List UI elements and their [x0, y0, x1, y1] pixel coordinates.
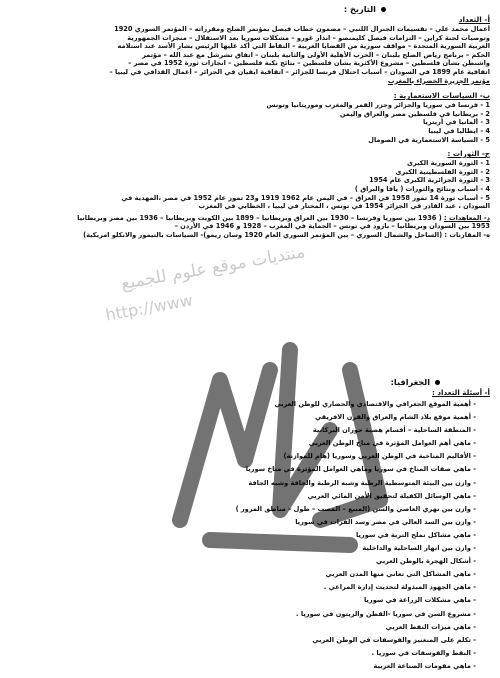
enum-line: الحكم – برنامج رياض الصلح بلبنان – الحرب الأهلية الأولى والثانية بلبنان – اتفاق تشرشل مع عبد الله – مؤتمر [142, 50, 490, 59]
dash-icon: - [470, 400, 476, 408]
comparisons-line: ه- المقارنات : (الساحل والشمال السوري – بين المؤتمر السوري العام 1920 وسان ريمو)- السياسات بالتيمور والانكلو امريكية) [83, 230, 490, 239]
section-d-label: د- المعاهدات : [444, 213, 490, 222]
geography-question-text: وازن بين السد العالي في مصر وسد الفرات في سوريا [295, 517, 471, 526]
geography-question-text: أهمية موقع بلاد الشام والعراق والقرن الافريقي [314, 413, 471, 422]
bullet-icon [381, 7, 386, 12]
enum-line: العربية السورية المتحدة – مواقف سورية من القضايا العربية – النقاط التي أكد عليها الرئيس بشار الأسد عند استلامه [117, 42, 490, 51]
geography-question-text: أهمية الموقع الجغرافي والاقتصادي والحضاري للوطن العربي [274, 400, 471, 408]
enum-line: مؤتمر الجزيرة الخضراء بالمغرب [387, 76, 490, 85]
history-section-a: أ- التعداد [458, 15, 490, 24]
enum-line: واشنطن بشأن فلسطين – مشروع الأكثرية بشأن فلسطين – نتائج نكبة فلسطين – انجازات ثورة 1952 في مصر – [128, 59, 490, 68]
geography-question [20, 411, 490, 424]
history-section [20, 4, 490, 239]
dash-icon: - [470, 504, 476, 513]
geography-question [20, 555, 490, 568]
colonial-item: 4 - ايطاليا في ليبيا [428, 126, 490, 135]
geography-question-text: وازن بين البيئة المتوسطية الرطبة وشبه الرطبة والجافة وشبه الجافة [248, 478, 471, 487]
dash-icon: - [470, 596, 476, 605]
dash-icon: - [470, 491, 476, 500]
geography-question-text: ماهي مشاكل تملح التربة في سوريا [355, 530, 471, 539]
geography-question-text: ماهي الوسائل الكفيلة لتحقيق الأمن المائي العربي [307, 491, 471, 500]
dash-icon: - [470, 622, 476, 631]
dash-icon: - [470, 570, 476, 579]
geography-question [20, 490, 490, 503]
geography-question-text: مشروع السن في سوريا -القطن والزيتون في سوريا . [296, 609, 471, 618]
geography-question [20, 621, 490, 634]
geography-question-text: ماهي مشكلات الزراعة في سوريا [363, 596, 471, 605]
geography-section [20, 377, 490, 673]
bullet-icon [435, 380, 440, 385]
geography-question [20, 608, 490, 621]
geography-question [20, 568, 490, 581]
watermark-site: منتديات موقع علوم للجميع [119, 241, 307, 295]
dash-icon: - [470, 426, 476, 435]
enum-line: اتفاقية عام 1899 في السودان – أسباب احتلال فرنسا للجزائر – اتفاقية ايفيان في الجزائر – أعمال القذافي في ليبيا – [109, 67, 490, 76]
enum-line: أعمال محمد علي – تقسيمات الجنرال اللنبي – مضمون خطاب فيصل بمؤتمر الصلح ومقرراته – المؤتمر السوري 1920 [114, 25, 490, 33]
geography-title: الجغرافيا: [20, 377, 490, 388]
colonial-item: 3 - ألمانيا في أريتريا [422, 118, 490, 127]
geography-question [20, 463, 490, 476]
dash-icon: - [470, 557, 476, 566]
revolution-item: 3 - الثورة الجزائرية الكبرى عام 1954 [369, 176, 490, 185]
geography-question-text: المنطقة الساحلية – أقسام هضبة حوران البركانية [312, 426, 471, 435]
revolution-item: السودان ، عبد القادر في الجزائر 1954 في تونس ، المختار في ليبيا ، الخطابي في المغرب [198, 202, 490, 211]
geography-question [20, 450, 490, 463]
geography-question [20, 437, 490, 450]
revolution-item: 4 - أسباب ونتائج والثورات ( يافا والبراق ) [354, 184, 490, 193]
colonial-item: 2 - بريطانيا في فلسطين مصر والعراق واليمن [339, 109, 490, 118]
geography-question-text: أشكال الهجرة بالوطن العربي [376, 557, 471, 566]
history-section-c: ج- الثورات : [447, 149, 490, 159]
geography-question [20, 581, 490, 594]
colonial-item: 5 - السياسة الاستعمارية في الصومال [368, 135, 490, 144]
treaties-line [20, 214, 490, 223]
dash-icon: - [470, 452, 476, 461]
treaty-text: ( 1936 بين سوريا وفرنسا – 1930 بين العراق وبريطانيا – 1899 بين الكويت وبريطانيا – 1936 بين مصر وبريطانيا [77, 213, 442, 222]
geography-question-text: ماهي ميزات النفط العربي [385, 622, 471, 631]
enum-line: وتوصيات لجنة كراين – التزامات فيصل كليمنصو – انذار غورو – مشكلات سوريا بعد الاستقلال – منجزات الجمهورية [127, 33, 490, 42]
dash-icon: - [470, 465, 476, 474]
geography-question [20, 516, 490, 529]
dash-icon: - [470, 439, 476, 448]
geography-question-text: تكلم على المنغنيز والفوسفات في الوطن العربي [312, 635, 471, 644]
geography-question-text: ماهي صفات المناخ في سوريا وماهي العوامل المؤثرة في مناخ سوريا [245, 465, 471, 474]
dash-icon: - [470, 478, 476, 487]
revolution-item: 5 - أسباب ثورة 14 تموز 1958 في العراق – في اليمن عام 1962 1919 و23 تموز عام 1952 في مصر ،المهدية في [121, 193, 490, 202]
history-title: التاريخ : [20, 4, 490, 15]
geography-question-list [20, 398, 490, 673]
geography-question [20, 660, 490, 673]
geography-section-a: أ- أسئلة التعداد : [431, 388, 490, 397]
geography-question-text: وازن بين انهار الساحلية والداخلية [362, 544, 471, 553]
geography-question-text: وازن بين نهري العاصي والسن (المنبع – المصب – طول – مناطق المرور ) [235, 504, 471, 513]
watermark-url: http://www [104, 290, 195, 325]
geography-question [20, 634, 490, 647]
dash-icon: - [470, 661, 476, 670]
geography-question [20, 398, 490, 411]
geography-question [20, 424, 490, 437]
dash-icon: - [470, 583, 476, 592]
geography-question [20, 529, 490, 542]
geography-question-text: ماهي الجهود المبذولة لتحديث إدارة المراعي . [323, 583, 471, 592]
history-section-b: ب- السياسات الاستعمارية : [393, 91, 490, 101]
colonial-item: 1 - فرنسا في سوريا والجزائر وجزر القمر والمغرب وموريتانيا وتونس [266, 101, 490, 110]
geography-question-text: النفط والفوسفات في سوريا . [371, 648, 471, 657]
geography-question-text: ماهي المشاكل التي تعاني منها المدن العربي [325, 570, 471, 579]
dash-icon: - [470, 530, 476, 539]
geography-question-text: ماهي أهم العوامل المؤثرة في مناخ الوطن العربي [308, 439, 471, 448]
geography-question [20, 477, 490, 490]
geography-question-text: الأقاليم المناخية في الوطن العربي وسوريا (هام للموازنة) [283, 452, 471, 461]
dash-icon: - [470, 544, 476, 553]
dash-icon: - [470, 413, 476, 422]
revolution-item: 2 - الثورة الفلسطينية الكبرى [395, 167, 490, 176]
geography-question [20, 542, 490, 555]
geography-question [20, 503, 490, 516]
revolution-item: 1 - الثورة السورية الكبرى [406, 159, 490, 168]
dash-icon: - [470, 517, 476, 526]
treaty-text: 1953 بين السودان وبريطانيا – بارود في تونس – الحماية في المغرب – 1928 و 1946 في الأردن – [174, 222, 490, 231]
dash-icon: - [470, 648, 476, 657]
dash-icon: - [470, 609, 476, 618]
geography-question [20, 594, 490, 607]
geography-question-text: ماهي مقومات الصناعة العربية [373, 661, 471, 670]
dash-icon: - [470, 635, 476, 644]
geography-question [20, 647, 490, 660]
